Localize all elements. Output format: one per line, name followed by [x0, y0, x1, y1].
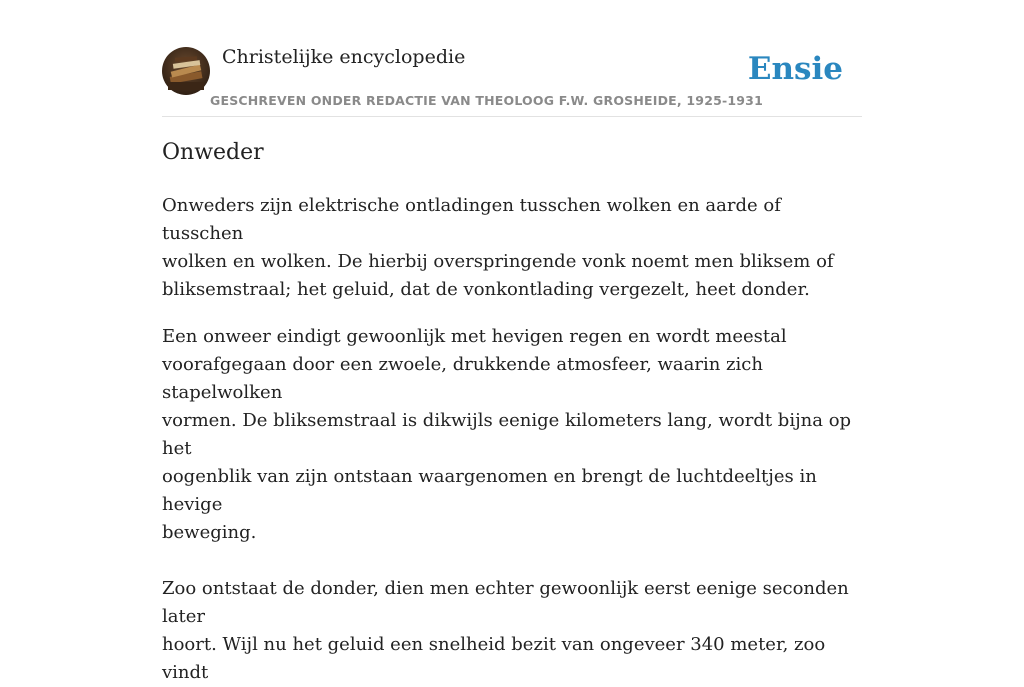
encyclopedia-avatar[interactable] — [162, 47, 210, 95]
article-title: Onweder — [162, 140, 264, 165]
article-paragraph: Onweders zijn elektrische ontladingen tusschen wolken en aarde of tusschen wolken en wolken. De hierbij overspringende vonk noemt men bliksem of bliksemstraal; het geluid, dat de vonkontlading vergezelt, heet donder. — [162, 195, 834, 300]
book-stack-icon — [162, 47, 210, 95]
site-header — [162, 46, 862, 117]
encyclopedia-title[interactable]: Christelijke encyclopedie — [222, 46, 466, 68]
ensie-logo-link[interactable]: Ensie — [747, 51, 843, 87]
article-paragraph: Een onweer eindigt gewoonlijk met hevigen regen en wordt meestal voorafgegaan door een zwoele, drukkende atmosfeer, waarin zich stapelwolken vormen. De bliksemstraal is dikwijls eenige kilometers lang, wordt bijna op het oogenblik van zijn ontstaan waargenomen en brengt de luchtdeeltjes in hevige beweging. Zoo ontstaat de donder, dien men echter gewoonlijk eerst eenige seconden later hoort. Wijl nu het geluid een snelheid bezit van ongeveer 340 meter, zoo vindt — [162, 326, 852, 683]
article-body — [162, 192, 862, 687]
encyclopedia-subtitle: GESCHREVEN ONDER REDACTIE VAN THEOLOOG F.W. GROSHEIDE, 1925-1931 — [210, 93, 763, 108]
